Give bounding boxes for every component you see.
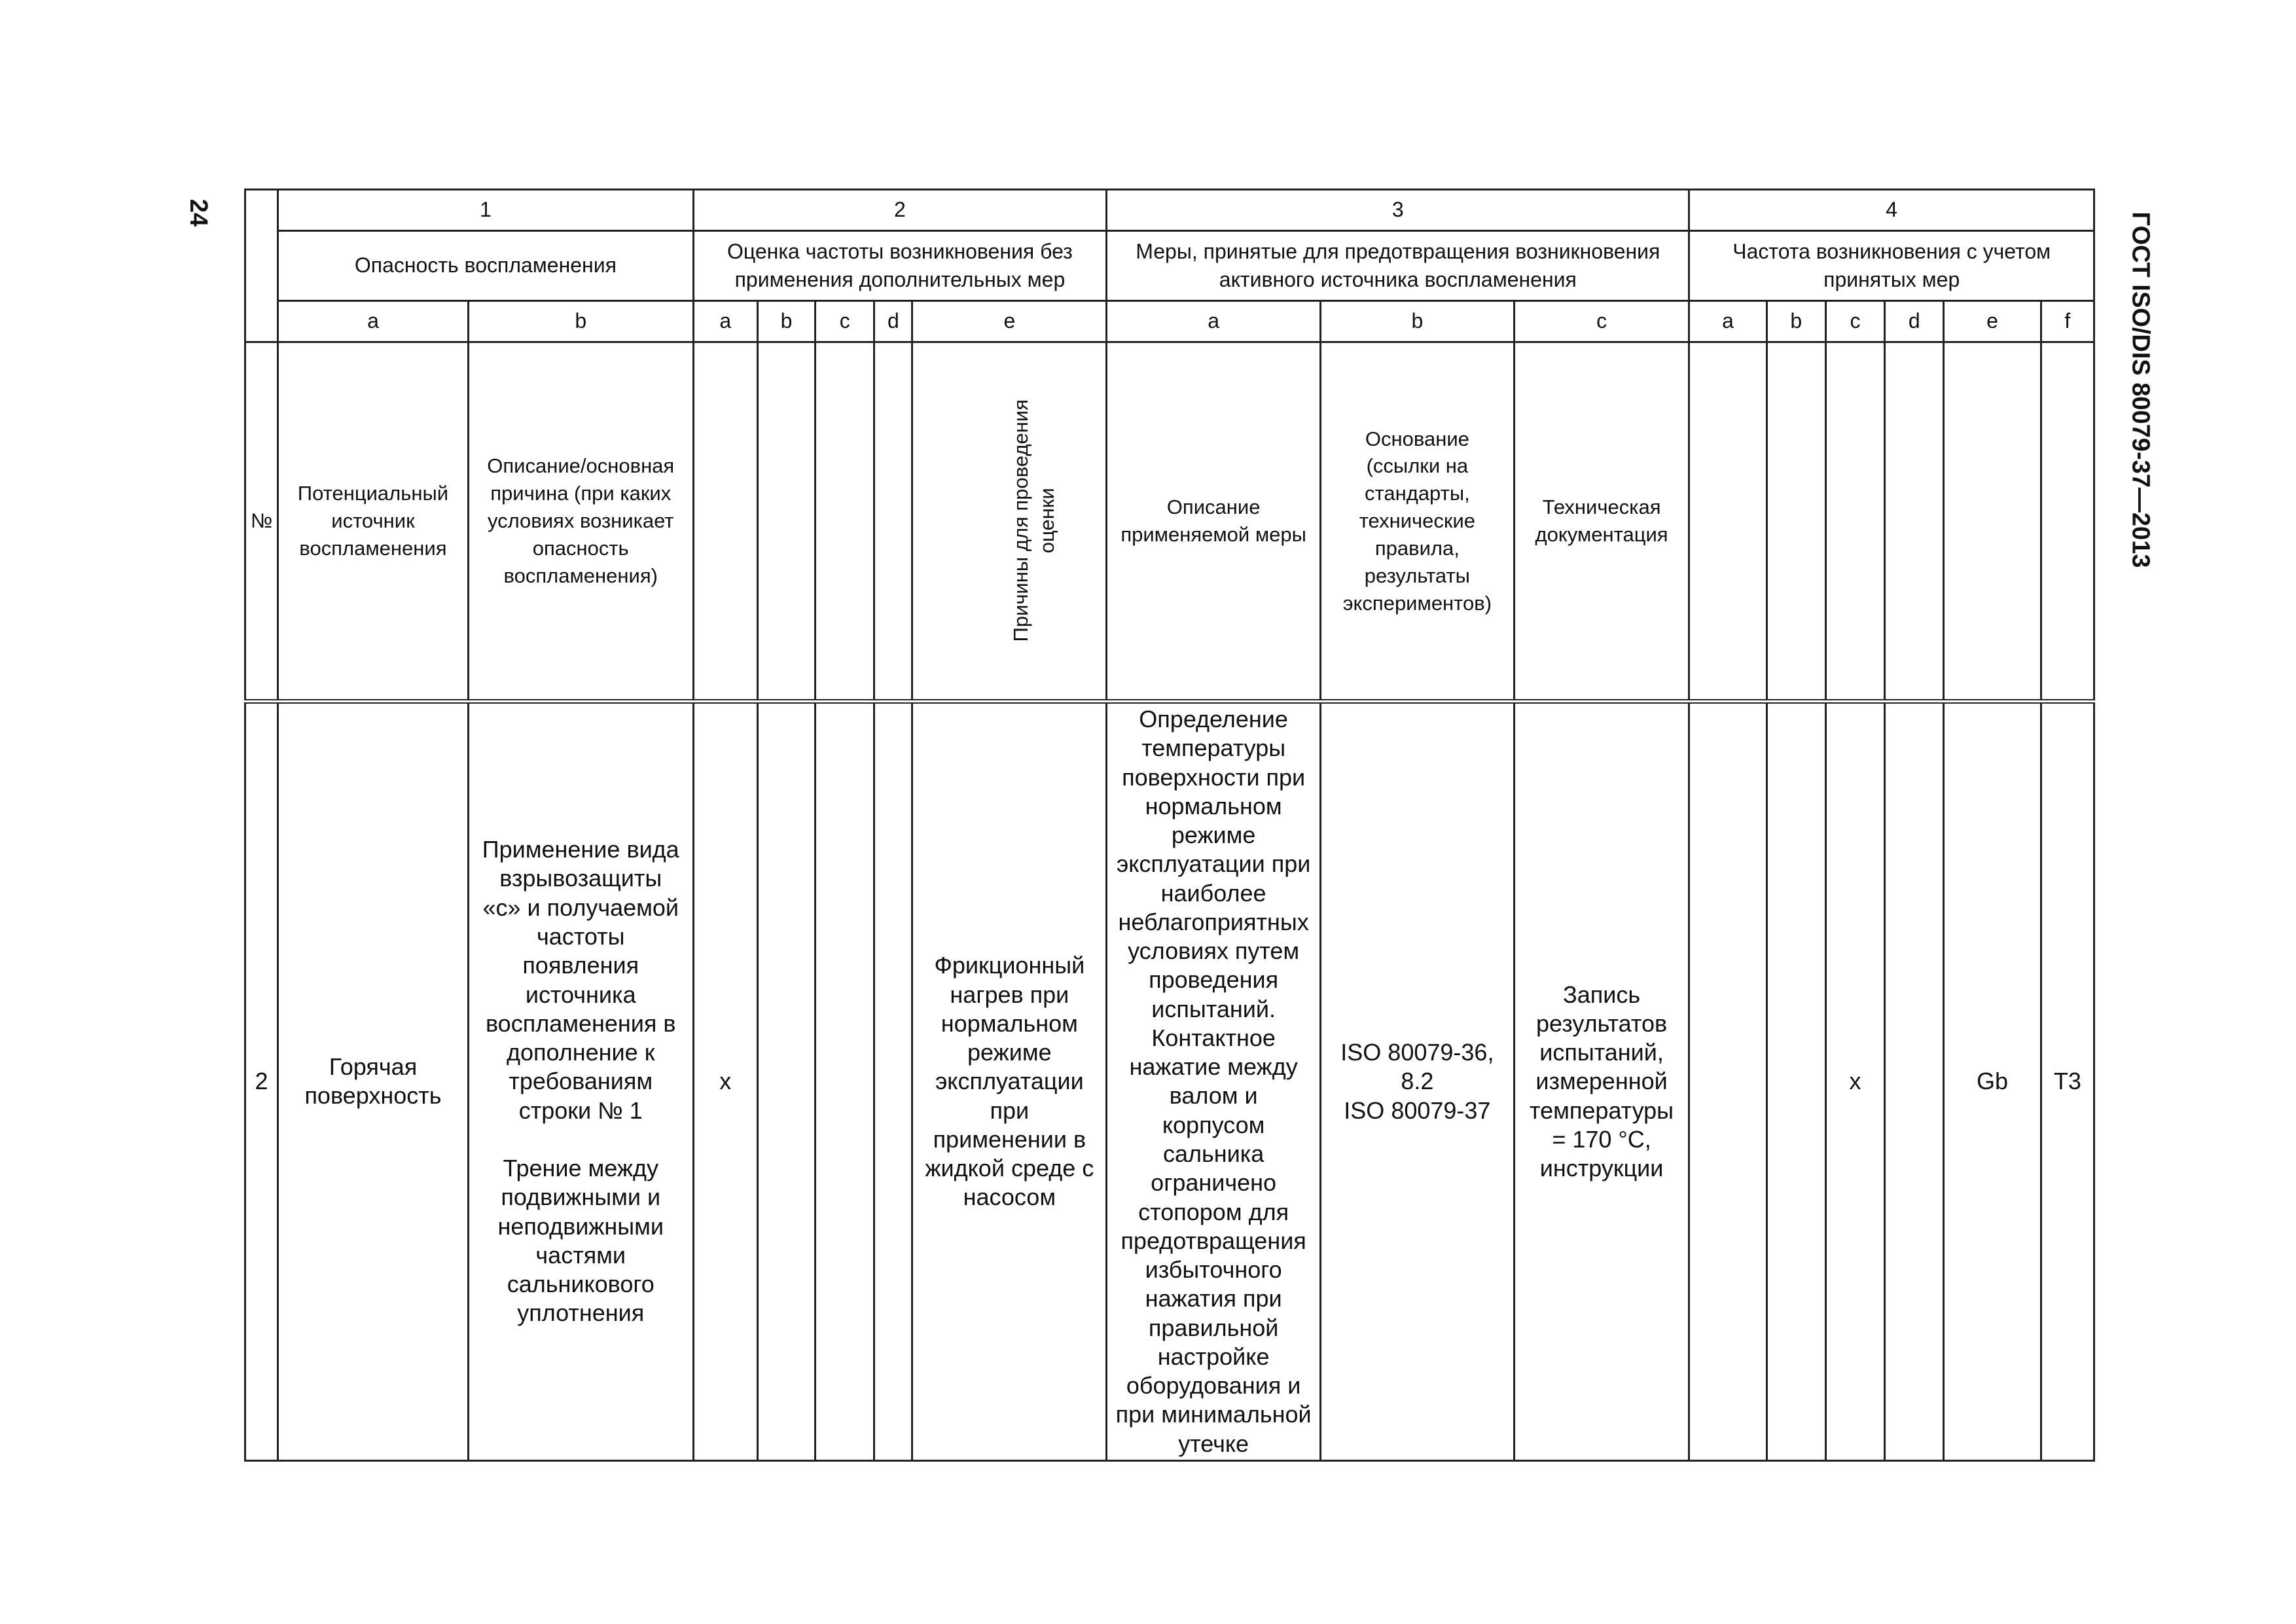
letter-3a: a <box>1107 301 1321 342</box>
letter-4c: c <box>1825 301 1884 342</box>
header-4e-protection-level <box>1944 342 2041 702</box>
header-3c-documentation: Техническая документация <box>1514 342 1689 702</box>
cell-3c: Запись результатов испытаний, измеренной температуры = 170 °C, инструкции <box>1514 702 1689 1461</box>
letter-3b: b <box>1321 301 1515 342</box>
header-4b-expected-malfunction <box>1767 342 1825 702</box>
group-title-3: Меры, принятые для предотвращения возникновения активного источника воспламенения <box>1107 231 1689 301</box>
group-title-4: Частота возникновения с учетом принятых мер <box>1689 231 2094 301</box>
group-title-row <box>245 231 2094 301</box>
cell-4b <box>1767 702 1825 1461</box>
cell-2b <box>757 702 815 1461</box>
standard-id-text: ГОСТ ISO/DIS 80079-37—2013 <box>2126 211 2155 568</box>
cell-description: Применение вида взрывозащиты «c» и получаемой частоты появления источника воспламенения в дополнение к требованиям строки № 1 Трение между подвижными и неподвижными частями сальникового уплотнения <box>468 702 693 1461</box>
header-2e-reasons <box>912 342 1107 702</box>
table-row <box>245 702 2094 1461</box>
letter-4e: e <box>1944 301 2041 342</box>
standard-id <box>2121 190 2160 589</box>
header-3b-basis: Основание (ссылки на стандарты, технические правила, результаты экспериментов) <box>1321 342 1515 702</box>
ignition-hazard-table <box>244 189 2095 1462</box>
cell-4c: x <box>1825 702 1884 1461</box>
group-title-1: Опасность воспламенения <box>278 231 694 301</box>
letter-1a: a <box>278 301 469 342</box>
letter-2c: c <box>816 301 874 342</box>
group-title-2: Оценка частоты возникновения без применения дополнительных мер <box>693 231 1107 301</box>
letter-3c: c <box>1514 301 1689 342</box>
header-description-cause: Описание/основная причина (при каких условиях возникает опасность воспламенения) <box>468 342 693 702</box>
letter-4f: f <box>2041 301 2094 342</box>
cell-4f: T3 <box>2041 702 2094 1461</box>
header-2c-rare-malfunction <box>816 342 874 702</box>
page-number: 24 <box>185 198 213 227</box>
header-4a-normal-operation <box>1689 342 1767 702</box>
header-4f-restrictions <box>2041 342 2094 702</box>
cell-2d <box>874 702 912 1461</box>
header-2a-normal-operation <box>693 342 757 702</box>
letter-2b: b <box>757 301 815 342</box>
group-number-4: 4 <box>1689 190 2094 231</box>
cell-2c <box>816 702 874 1461</box>
cell-4a <box>1689 702 1767 1461</box>
letter-2e: e <box>912 301 1107 342</box>
group-number-2: 2 <box>693 190 1107 231</box>
letter-1b: b <box>468 301 693 342</box>
letter-2d: d <box>874 301 912 342</box>
header-potential-source: Потенциальный источник воспламенения <box>278 342 469 702</box>
group-number-1: 1 <box>278 190 694 231</box>
group-number-3: 3 <box>1107 190 1689 231</box>
cell-3b: ISO 80079-36, 8.2 ISO 80079-37 <box>1321 702 1515 1461</box>
header-4d-not-considered <box>1885 342 1944 702</box>
sub-letter-row <box>245 301 2094 342</box>
header-2e-text: Причины для проведения оценки <box>1009 399 1059 642</box>
header-2d-not-considered <box>874 342 912 702</box>
column-header-row <box>245 342 2094 702</box>
cell-4e: Gb <box>1944 702 2041 1461</box>
header-no: № <box>245 342 278 702</box>
header-4c-rare-malfunction <box>1825 342 1884 702</box>
cell-4d <box>1885 702 1944 1461</box>
cell-source: Горячая поверхность <box>278 702 469 1461</box>
header-3a-measure-description: Описание применяемой меры <box>1107 342 1321 702</box>
header-2b-expected-malfunction <box>757 342 815 702</box>
no-corner-cell <box>245 190 278 342</box>
cell-2e: Фрикционный нагрев при нормальном режиме эксплуатации при применении в жидкой среде с насосом <box>912 702 1107 1461</box>
letter-4a: a <box>1689 301 1767 342</box>
letter-2a: a <box>693 301 757 342</box>
group-number-row <box>245 190 2094 231</box>
letter-4b: b <box>1767 301 1825 342</box>
cell-no: 2 <box>245 702 278 1461</box>
letter-4d: d <box>1885 301 1944 342</box>
cell-2a: x <box>693 702 757 1461</box>
cell-3a: Определение температуры поверхности при нормальном режиме эксплуатации при наиболее неблагоприятных условиях путем проведения испытаний. Контактное нажатие между валом и корпусом сальника ограничено стопором для предотвращения избыточного нажатия при правильной настройке оборудования и при минимальной утечке <box>1107 702 1321 1461</box>
